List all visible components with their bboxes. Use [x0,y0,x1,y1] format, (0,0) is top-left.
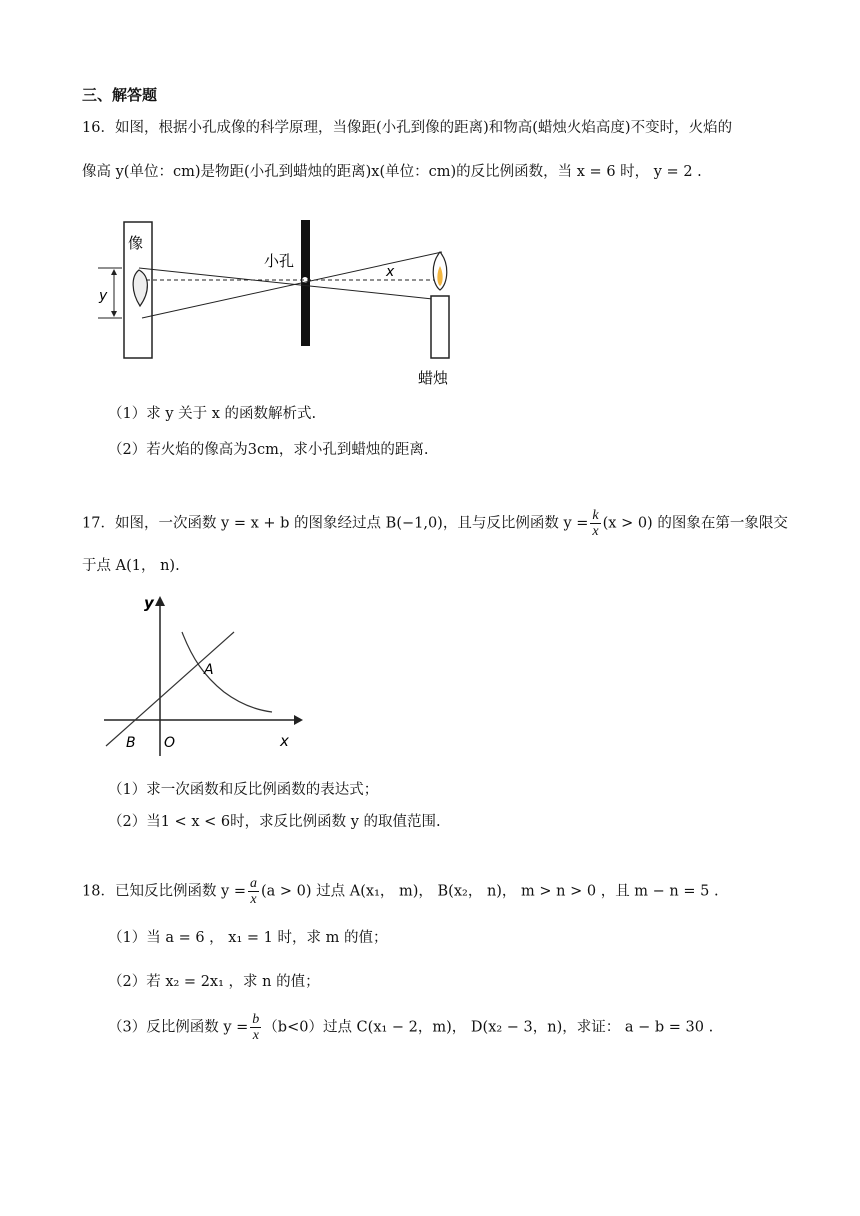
label-candle: 蜡烛 [418,369,449,387]
q18-line1 [82,876,719,907]
label-b: B [126,735,136,751]
q18-sub3 [108,1012,713,1043]
y-axis-arrow-icon [155,596,165,606]
hyperbola-graph [182,632,272,712]
q18-sub3-a: （3）反比例函数 y = [108,1019,249,1036]
q17-frac-den: x [592,524,599,539]
q17-sub1: （1）求一次函数和反比例函数的表达式； [108,782,379,798]
q18-frac-num: a [250,876,258,891]
q17-line1-a: 17．如图，一次函数 y = x + b 的图象经过点 B(−1,0)，且与反比例函数 y = [82,515,589,532]
q18-sub3-fraction [250,1012,261,1043]
label-o: O [164,735,176,751]
q16-line2: 像高 y(单位：cm)是物距(小孔到蜡烛的距离)x(单位：cm)的反比例函数，当 x = 6 时， y = 2 . [82,164,702,180]
graph-figure [100,590,310,760]
q16-sub1: （1）求 y 关于 x 的函数解析式. [108,406,317,422]
q17-sub2: （2）当1 < x < 6时，求反比例函数 y 的取值范围. [108,814,441,830]
q17-line2: 于点 A(1， n). [82,558,180,574]
section-title: 三、解答题 [82,86,158,104]
q18-frac-den: x [250,892,257,907]
q17-fraction [590,508,600,539]
candle-body [431,296,449,358]
pinhole-figure [96,212,466,392]
q17-line1-b: (x > 0) 的图象在第一象限交 [602,515,788,532]
q16-line1: 16．如图，根据小孔成像的科学原理，当像距(小孔到像的距离)和物高(蜡烛火焰高度)不变时，火焰的 [82,120,733,136]
label-a: A [204,662,214,678]
label-hole: 小孔 [264,252,295,270]
label-x: x [386,264,395,280]
linear-graph [106,632,234,746]
q18-line1-b: (a > 0) 过点 A(x₁， m)， B(x₂， n)， m > n > 0 ，且 m − n = 5 . [261,883,719,900]
q17-line1 [82,508,788,539]
label-y: y [99,288,108,304]
q18-fraction [248,876,259,907]
q18-sub2: （2）若 x₂ = 2x₁ ，求 n 的值； [108,974,320,990]
q18-sub3-frac-num: b [252,1012,260,1027]
q16-sub2: （2）若火焰的像高为3cm，求小孔到蜡烛的距离. [108,442,429,458]
label-image: 像 [128,234,144,252]
q18-sub3-b: （b<0）过点 C(x₁ − 2，m)， D(x₂ − 3，n)，求证： a − b = 30 . [263,1019,714,1036]
ray-lower [139,268,442,300]
label-y: y [144,594,154,612]
q18-sub3-frac-den: x [252,1028,259,1043]
x-axis-arrow-icon [294,715,303,725]
q18-line1-a: 18．已知反比例函数 y = [82,883,247,900]
label-x: x [280,732,289,750]
q18-sub1: （1）当 a = 6 ， x₁ = 1 时，求 m 的值； [108,930,388,946]
inverted-flame-icon [133,270,147,306]
q17-frac-num: k [592,508,599,523]
